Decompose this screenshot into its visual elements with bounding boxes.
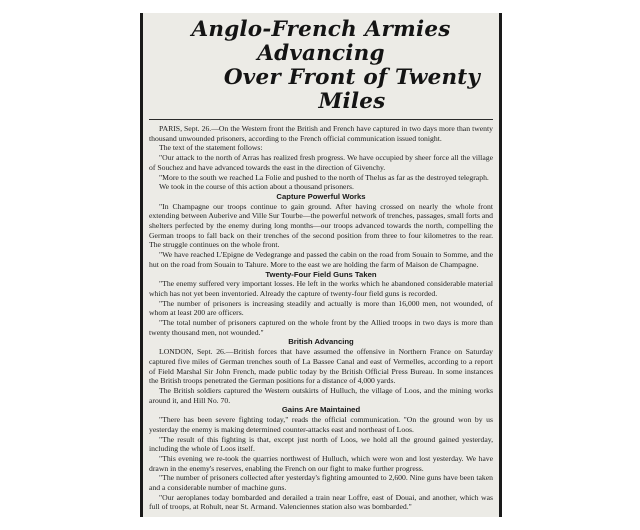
paragraph: "The total number of prisoners captured on the whole front by the Allied troops in two days is more than twenty thousand men, not wounded.": [149, 318, 493, 337]
paragraph: "This evening we re-took the quarries northwest of Hulluch, which were won and lost yesterday. We have drawn in the enemy's reserves, enabling the French on our fight to make further progress.: [149, 453, 493, 473]
paragraph: PARIS, Sept. 26.—On the Western front the British and French have captured in two days more than twenty thousand unwounded prisoners, according to the French official communication issued tonight.: [149, 124, 493, 143]
article-body: [143, 124, 499, 512]
paragraph: "We have reached L'Epigne de Vedegrange and passed the cabin on the road from Souain to Somme, and the hut on the road from Souain to Tahure. More to the east we are holding the farm of Maison de Champagne.: [149, 250, 493, 269]
headline-rule: [149, 119, 493, 120]
headline-line-2: Over Front of Twenty Miles: [223, 65, 481, 114]
headline-line-1: Anglo-French Armies Advancing: [191, 17, 451, 66]
paragraph: "More to the south we reached La Folie and pushed to the north of Thelus as far as the destroyed telegraph.: [159, 172, 489, 182]
paragraph: "In Champagne our troops continue to gain ground. After having crossed on nearly the whole front extending between Auberive and Ville Sur Tourbe—the powerful network of trenches, passages, small forts and shelters perfected by the enemy during long months—our troops advanced towards the north, compelling the German troops to fall back on their trenches of the second position from three to four kilometres to the rear. The struggle continues on the whole front.: [149, 201, 493, 250]
paragraph: "Our aeroplanes today bombarded and derailed a train near Loffre, east of Douai, and another, which was full of troops, at Rohult, near St. Armand. Valenciennes station also was bombarded.": [149, 492, 493, 512]
newspaper-clipping: [140, 13, 502, 517]
paragraph: "The number of prisoners is increasing steadily and actually is more than 16,000 men, not wounded, of whom at least 200 are officers.: [149, 298, 493, 318]
paragraph: The text of the statement follows:: [159, 143, 263, 153]
paragraph: "There has been severe fighting today," reads the official communication. "On the ground won by us yesterday the enemy is making determined counter-attacks east and northeast of Loos.: [149, 415, 493, 434]
paragraph: "The result of this fighting is that, except just north of Loos, we hold all the ground gained yesterday, including the whole of Loos itself.: [149, 434, 493, 454]
paragraph: "The enemy suffered very important losses. He left in the works which he abandoned considerable material which has not yet been inventoried. Already the capture of twenty-four field guns is recorded.: [149, 279, 493, 298]
headline: [147, 18, 495, 114]
paragraph: "The number of prisoners collected after yesterday's fighting amounted to 2,600. Nine guns have been taken and a considerable number of machine guns.: [149, 473, 493, 493]
subheading: Capture Powerful Works: [276, 191, 366, 201]
paragraph: The British soldiers captured the Western outskirts of Hulluch, the village of Loos, and the mining works around it, and Hill No. 70.: [149, 385, 493, 405]
subheading: Twenty-Four Field Guns Taken: [265, 269, 377, 279]
paragraph: LONDON, Sept. 26.—British forces that have assumed the offensive in Northern France on Saturday captured five miles of German trenches south of La Bassee Canal and east of Vermelles, according to a report of Field Marshal Sir John French, made public today by the British Official Press Bureau. In some instances the British troops penetrated the German positions for a distance of 4,000 yards.: [149, 347, 493, 386]
subheading: Gains Are Maintained: [281, 405, 361, 415]
paragraph: "Our attack to the north of Arras has realized fresh progress. We have occupied by sheer force all the village of Souchez and have advanced towards the east in the direction of Givenchy.: [149, 153, 493, 172]
paragraph: We took in the course of this action about a thousand prisoners.: [159, 182, 354, 192]
subheading: British Advancing: [288, 337, 354, 347]
